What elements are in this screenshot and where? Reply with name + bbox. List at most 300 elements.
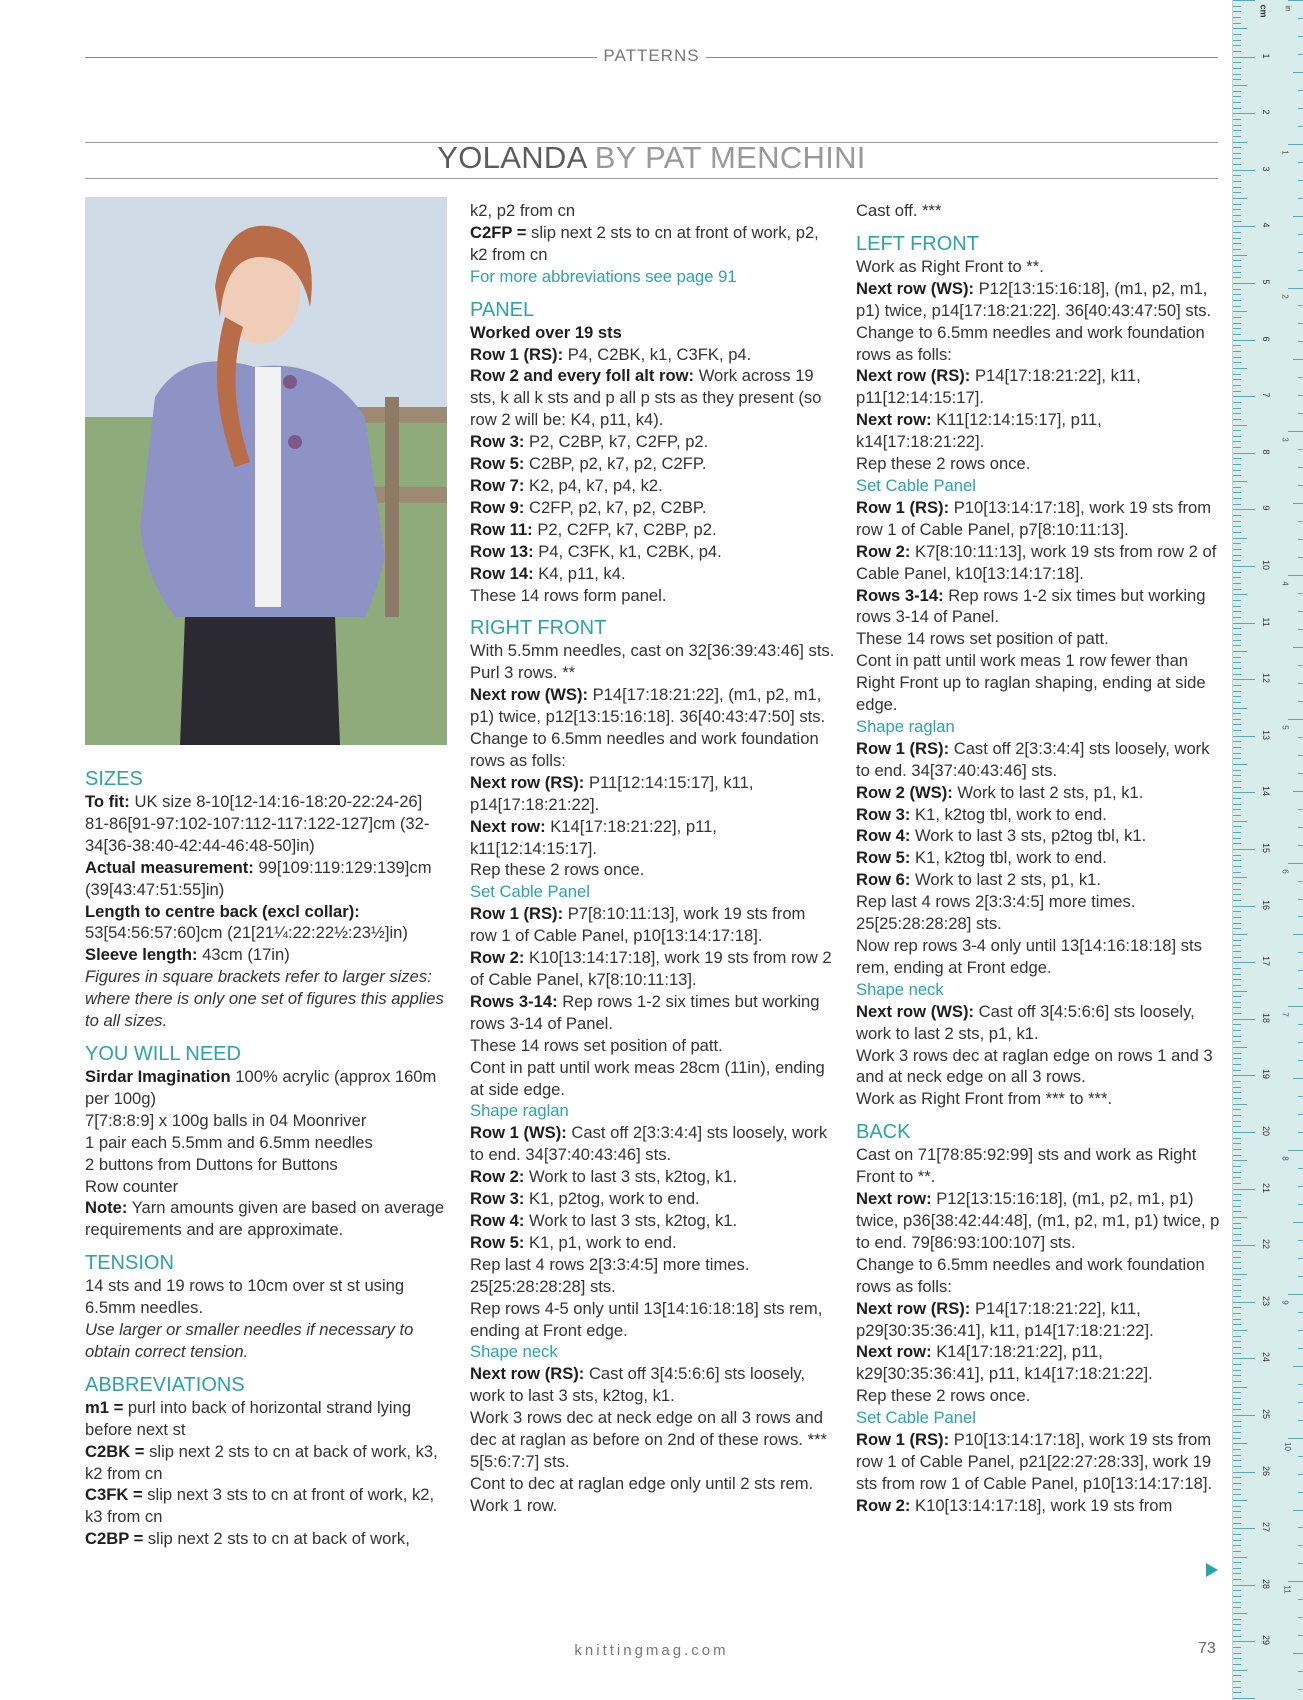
- ruler-tick: [1233, 1285, 1241, 1286]
- footer-website: knittingmag.com: [574, 1642, 729, 1659]
- ruler-tick: [1233, 855, 1241, 856]
- ruler-cm-label: 3: [1261, 166, 1271, 172]
- ruler-tick: [1233, 940, 1241, 941]
- sleeve-length: Sleeve length: 43cm (17in): [85, 945, 290, 965]
- ruler-tick: [1233, 1534, 1241, 1535]
- ruler-tick: [1233, 1681, 1241, 1682]
- ruler-inch-tick: [1298, 1258, 1303, 1259]
- ruler-tick: [1233, 1104, 1247, 1105]
- ruler-tick: [1233, 1002, 1241, 1003]
- ruler-cm-label: 28: [1261, 1578, 1271, 1589]
- ruler-inch-label: 2: [1280, 293, 1290, 299]
- rf-set-patt: These 14 rows set position of patt.: [470, 1035, 723, 1055]
- ruler-tick: [1233, 662, 1241, 663]
- ruler-tick: [1233, 685, 1241, 686]
- ruler-inch-tick: [1298, 916, 1303, 917]
- ruler-tick: [1233, 968, 1241, 969]
- ruler-tick: [1233, 317, 1241, 318]
- ruler-tick: [1233, 1070, 1241, 1071]
- lf-raglan-row: Row 4: Work to last 3 sts, p2tog tbl, k1.: [856, 826, 1147, 846]
- ruler-inch-tick: [1298, 988, 1303, 989]
- ruler-tick: [1233, 357, 1241, 358]
- lf-raglan-row: Row 2 (WS): Work to last 2 sts, p1, k1.: [856, 782, 1144, 802]
- ruler-inch-tick: [1298, 827, 1303, 828]
- ruler-tick: [1233, 362, 1241, 363]
- ruler-tick: [1233, 402, 1241, 403]
- ruler-tick: [1233, 1053, 1241, 1054]
- ruler-inch-tick: [1298, 395, 1303, 396]
- ruler-tick: [1233, 1138, 1241, 1139]
- lf-cont: Cont in patt until work meas 1 row fewer than Right Front up to raglan shaping, ending at side edge.: [856, 651, 1206, 715]
- ruler-tick: [1233, 385, 1241, 386]
- ruler-tick: [1233, 323, 1241, 324]
- ruler-tick: [1233, 549, 1241, 550]
- panel-row: Row 5: C2BP, p2, k7, p2, C2FP.: [470, 454, 707, 474]
- ruler-cm-label: 23: [1261, 1295, 1271, 1306]
- ruler-tick: [1233, 345, 1241, 346]
- ruler-tick: [1233, 1058, 1241, 1059]
- ruler-tick: [1233, 368, 1247, 369]
- ruler-tick: [1233, 74, 1241, 75]
- ruler-inch-tick: [1298, 467, 1303, 468]
- ruler-tick: [1233, 1477, 1241, 1478]
- ruler-tick: [1233, 583, 1241, 584]
- ruler-inch-tick: [1298, 323, 1303, 324]
- ruler-inch-tick: [1288, 1006, 1303, 1007]
- ruler-cm-label: 2: [1261, 109, 1271, 115]
- ruler-tick: [1233, 391, 1241, 392]
- ruler-tick: [1233, 1200, 1241, 1201]
- ruler-tick: [1233, 526, 1241, 527]
- ruler-inch-tick: [1298, 1276, 1303, 1277]
- ruler-tick: [1233, 413, 1241, 414]
- ruler-tick: [1233, 28, 1247, 29]
- ruler-tick: [1233, 1432, 1241, 1433]
- yarn-line: Sirdar Imagination 100% acrylic (approx 160m per 100g): [85, 1066, 437, 1108]
- page-number: 73: [1198, 1640, 1216, 1657]
- ruler-cm-label: 26: [1261, 1465, 1271, 1476]
- ruler-tick: [1233, 509, 1255, 510]
- ruler-tick: [1233, 102, 1241, 103]
- ruler-inch-tick: [1298, 1024, 1303, 1025]
- ruler-inch-tick: [1298, 683, 1303, 684]
- lf-rep-last: Rep last 4 rows 2[3:3:4:5] more times. 25[25:28:28:28] sts.: [856, 892, 1136, 934]
- rf-rep-4-5: Rep rows 4-5 only until 13[14:16:18:18] sts rem, ending at Front edge.: [470, 1298, 823, 1340]
- column-1: [85, 768, 450, 1550]
- ruler-tick: [1233, 470, 1241, 471]
- ruler-tick: [1233, 249, 1241, 250]
- ruler-inch-tick: [1298, 611, 1303, 612]
- ruler-tick: [1233, 1296, 1241, 1297]
- lf-neck-row: Next row (WS): Cast off 3[4:5:6:6] sts loosely, work to last 2 sts, p1, k1.: [856, 1001, 1195, 1043]
- ruler-tick: [1233, 1624, 1241, 1625]
- ruler-inch-tick: [1298, 773, 1303, 774]
- ruler-tick: [1233, 1019, 1255, 1020]
- ruler-inch-label: 6: [1280, 868, 1290, 874]
- ruler-tick: [1233, 1126, 1241, 1127]
- ruler-tick: [1233, 889, 1241, 890]
- back-next-2: Next row: K14[17:18:21:22], p11, k29[30:35:36:41], p11, k14[17:18:21:22].: [856, 1342, 1153, 1384]
- ruler-tick: [1233, 458, 1241, 459]
- ruler-tick: [1233, 1489, 1241, 1490]
- ruler-inch-tick: [1298, 809, 1303, 810]
- ruler-tick: [1233, 1092, 1241, 1093]
- need-line: 2 buttons from Duttons for Buttons: [85, 1154, 338, 1174]
- lf-raglan-row: Row 5: K1, k2tog tbl, work to end.: [856, 848, 1107, 868]
- ruler-tick: [1233, 1358, 1255, 1359]
- ruler-tick: [1233, 1540, 1241, 1541]
- ruler-inch-tick: [1298, 1060, 1303, 1061]
- lf-rep-3-4: Now rep rows 3-4 only until 13[14:16:18:18] sts rem, ending at Front edge.: [856, 936, 1202, 977]
- ruler-tick: [1233, 340, 1255, 341]
- ruler-tick: [1233, 1557, 1247, 1558]
- ruler-tick: [1233, 408, 1241, 409]
- ruler-tick: [1233, 991, 1247, 992]
- ruler-tick: [1233, 1313, 1241, 1314]
- ruler-tick: [1233, 1217, 1247, 1218]
- ruler-tick: [1233, 475, 1241, 476]
- ruler-tick: [1233, 1551, 1241, 1552]
- ruler-tick: [1233, 1421, 1241, 1422]
- ruler-inch-tick: [1288, 575, 1303, 576]
- title-rule-bottom: [85, 178, 1218, 179]
- ruler-tick: [1233, 792, 1255, 793]
- ruler-tick: [1233, 1109, 1241, 1110]
- ruler-tick: [1233, 34, 1241, 35]
- ruler-inch-tick: [1298, 952, 1303, 953]
- ruler-tick: [1233, 996, 1241, 997]
- ruler-tick: [1233, 334, 1241, 335]
- ruler-inch-tick: [1298, 701, 1303, 702]
- ruler-tick: [1233, 45, 1241, 46]
- ruler-inch-tick: [1298, 881, 1303, 882]
- lf-next-rs: Next row (RS): P14[17:18:21:22], k11, p11[12:14:15:17].: [856, 366, 1141, 408]
- more-abbreviations-link[interactable]: For more abbreviations see page 91: [470, 266, 737, 286]
- right-front-heading: RIGHT FRONT: [470, 617, 607, 640]
- ruler-tick: [1233, 487, 1241, 488]
- ruler-cm-label: 20: [1261, 1125, 1271, 1136]
- ruler-tick: [1233, 1240, 1241, 1241]
- lf-change: Change to 6.5mm needles and work foundation rows as folls:: [856, 322, 1205, 364]
- ruler-inch-tick: [1298, 970, 1303, 971]
- ruler-inch-label: 9: [1280, 1300, 1290, 1305]
- ruler-tick: [1233, 1455, 1241, 1456]
- rf-rep-last: Rep last 4 rows 2[3:3:4:5] more times. 25[25:28:28:28] sts.: [470, 1254, 750, 1296]
- ruler-tick: [1233, 1573, 1241, 1574]
- lf-work-as-rf: Work as Right Front from *** to ***.: [856, 1089, 1113, 1109]
- panel-row: Row 2 and every foll alt row: Work across 19 sts, k all k sts and p all p sts as they present (so row 2 will be: K4, p11, k4).: [470, 366, 822, 430]
- ruler-inch-tick: [1298, 1168, 1303, 1169]
- ruler-tick: [1233, 1590, 1241, 1591]
- ruler-tick: [1233, 1585, 1255, 1586]
- ruler-cm-label: 24: [1261, 1352, 1271, 1363]
- measuring-ruler: [1232, 0, 1303, 1700]
- ruler-tick: [1233, 543, 1241, 544]
- rf-intro: With 5.5mm needles, cast on 32[36:39:43:46] sts.: [470, 641, 835, 661]
- ruler-tick: [1233, 379, 1241, 380]
- ruler-tick: [1233, 1121, 1241, 1122]
- you-will-need-heading: YOU WILL NEED: [85, 1042, 241, 1065]
- to-fit: To fit: UK size 8-10[12-14:16-18:20-22:24-26] 81-86[91-97:102-107:112-117:122-127]cm (32-34[36-38:40-42:44-46:48-50]in): [85, 792, 430, 855]
- ruler-tick: [1233, 1223, 1241, 1224]
- ruler-tick: [1233, 51, 1241, 52]
- ruler-tick: [1233, 928, 1241, 929]
- ruler-unit-cm: cm: [1258, 4, 1269, 18]
- ruler-tick: [1233, 306, 1241, 307]
- ruler-tick: [1233, 1189, 1255, 1190]
- ruler-inch-label: 7: [1280, 1012, 1290, 1018]
- ruler-inch-tick: [1298, 341, 1303, 342]
- ruler-tick: [1233, 396, 1255, 397]
- sizes-note: Figures in square brackets refer to larger sizes: where there is only one set of figures this applies to all sizes.: [85, 967, 444, 1031]
- ruler-tick: [1233, 1619, 1241, 1620]
- ruler-cm-label: 16: [1261, 899, 1271, 910]
- ruler-inch-tick: [1293, 1222, 1303, 1223]
- lf-next-ws: Next row (WS): P12[13:15:16:18], (m1, p2, m1, p1) twice, p14[17:18:21:22]. 36[40:43:47:50] sts.: [856, 278, 1212, 320]
- panel-row: Row 1 (RS): P4, C2BK, k1, C3FK, p4.: [470, 344, 752, 364]
- ruler-tick: [1233, 125, 1241, 126]
- panel-heading: PANEL: [470, 298, 535, 321]
- ruler-inch-tick: [1298, 1384, 1303, 1385]
- ruler-cm-label: 18: [1261, 1012, 1271, 1023]
- rf-shape-raglan-subheading: Shape raglan: [470, 1101, 569, 1121]
- length-centre-back: Length to centre back (excl collar): 53[54:56:57:60]cm (21[21¼:22:22½:23½]in): [85, 901, 408, 943]
- ruler-tick: [1233, 1613, 1247, 1614]
- ruler-tick: [1233, 142, 1247, 143]
- tension-heading: TENSION: [85, 1252, 174, 1275]
- ruler-tick: [1233, 215, 1241, 216]
- ruler-tick: [1233, 1664, 1241, 1665]
- ruler-tick: [1233, 1013, 1241, 1014]
- ruler-inch-tick: [1288, 1581, 1303, 1582]
- panel-row: Row 11: P2, C2FP, k7, C2BP, p2.: [470, 519, 717, 539]
- rf-cont: Cont in patt until work meas 28cm (11in), ending at side edge.: [470, 1057, 825, 1099]
- ruler-tick: [1233, 826, 1241, 827]
- lf-work-3: Work 3 rows dec at raglan edge on rows 1 and 3 and at neck edge on all 3 rows.: [856, 1045, 1213, 1087]
- ruler-tick: [1233, 1336, 1241, 1337]
- ruler-tick: [1233, 158, 1241, 159]
- ruler-tick: [1233, 1528, 1255, 1529]
- need-line: Row counter: [85, 1176, 179, 1196]
- ruler-tick: [1233, 119, 1241, 120]
- ruler-inch-tick: [1288, 1438, 1303, 1439]
- ruler-tick: [1233, 798, 1241, 799]
- ruler-tick: [1233, 787, 1241, 788]
- cast-off: Cast off. ***: [856, 201, 942, 220]
- ruler-inch-tick: [1298, 539, 1303, 540]
- ruler-tick: [1233, 696, 1241, 697]
- ruler-tick: [1233, 1347, 1241, 1348]
- ruler-tick: [1233, 758, 1241, 759]
- back-rep: Rep these 2 rows once.: [856, 1386, 1031, 1406]
- ruler-inch-tick: [1293, 1078, 1303, 1079]
- ruler-tick: [1233, 985, 1241, 986]
- ruler-tick: [1233, 815, 1241, 816]
- ruler-tick: [1233, 866, 1241, 867]
- ruler-inch-tick: [1298, 1096, 1303, 1097]
- ruler-tick: [1233, 1341, 1241, 1342]
- ruler-tick: [1233, 719, 1241, 720]
- panel-row: Row 14: K4, p11, k4.: [470, 563, 626, 583]
- ruler-tick: [1233, 1472, 1255, 1473]
- ruler-tick: [1233, 204, 1241, 205]
- ruler-inch-tick: [1298, 593, 1303, 594]
- ruler-inch-label: 4: [1280, 581, 1290, 586]
- ruler-tick: [1233, 1132, 1255, 1133]
- ruler-tick: [1233, 255, 1247, 256]
- ruler-tick: [1233, 374, 1241, 375]
- lf-rows-3-14: Rows 3-14: Rep rows 1-2 six times but working rows 3-14 of Panel.: [856, 585, 1206, 627]
- ruler-tick: [1233, 515, 1241, 516]
- ruler-tick: [1233, 809, 1241, 810]
- ruler-tick: [1233, 238, 1241, 239]
- ruler-tick: [1233, 617, 1241, 618]
- ruler-cm-label: 12: [1261, 673, 1271, 684]
- ruler-inch-tick: [1298, 1599, 1303, 1600]
- back-cast-on: Cast on 71[78:85:92:99] sts and work as Right Front to **.: [856, 1145, 1197, 1187]
- ruler-tick: [1233, 1675, 1241, 1676]
- ruler-inch-tick: [1288, 144, 1303, 145]
- ruler-tick: [1233, 741, 1241, 742]
- ruler-tick: [1233, 1579, 1241, 1580]
- ruler-tick: [1233, 1404, 1241, 1405]
- ruler-inch-tick: [1298, 449, 1303, 450]
- ruler-inch-tick: [1298, 1456, 1303, 1457]
- ruler-inch-tick: [1298, 234, 1303, 235]
- ruler-inch-tick: [1298, 1402, 1303, 1403]
- lf-raglan-row: Row 3: K1, k2tog tbl, work to end.: [856, 804, 1107, 824]
- c2fp-abbreviation: C2FP = slip next 2 sts to cn at front of work, p2, k2 from cn: [470, 222, 819, 264]
- ruler-tick: [1233, 1307, 1241, 1308]
- abbreviation-item: C2BP = slip next 2 sts to cn at back of work,: [85, 1529, 410, 1549]
- ruler-tick: [1233, 1687, 1241, 1688]
- ruler-tick: [1233, 1155, 1241, 1156]
- back-next: Next row: P12[13:15:16:18], (m1, p2, m1, p1) twice, p36[38:42:44:48], (m1, p2, m1, p1) twice, p to end. 79[86:93:100:107] sts.: [856, 1189, 1220, 1252]
- ruler-tick: [1233, 1047, 1247, 1048]
- ruler-tick: [1233, 917, 1241, 918]
- rf-shape-neck-subheading: Shape neck: [470, 1342, 558, 1362]
- ruler-tick: [1233, 1166, 1241, 1167]
- ruler-tick: [1233, 594, 1247, 595]
- ruler-tick: [1233, 108, 1241, 109]
- ruler-inch-tick: [1298, 36, 1303, 37]
- ruler-tick: [1233, 560, 1241, 561]
- column-3: [856, 200, 1221, 1517]
- ruler-tick: [1233, 1081, 1241, 1082]
- ruler-tick: [1233, 498, 1241, 499]
- ruler-tick: [1233, 634, 1241, 635]
- ruler-tick: [1233, 1409, 1241, 1410]
- ruler-tick: [1233, 623, 1255, 624]
- abbreviations-heading: ABBREVIATIONS: [85, 1373, 245, 1396]
- ruler-inch-tick: [1298, 1348, 1303, 1349]
- ruler-unit-in: in: [1283, 5, 1293, 12]
- ruler-tick: [1233, 40, 1241, 41]
- ruler-tick: [1233, 68, 1241, 69]
- ruler-inch-tick: [1298, 845, 1303, 846]
- ruler-inch-tick: [1293, 503, 1303, 504]
- ruler-tick: [1233, 17, 1241, 18]
- ruler-inch-tick: [1298, 1330, 1303, 1331]
- ruler-cm-label: 22: [1261, 1239, 1271, 1250]
- ruler-tick: [1233, 6, 1241, 7]
- ruler-tick: [1233, 1245, 1255, 1246]
- ruler-inch-tick: [1298, 270, 1303, 271]
- ruler-cm-label: 11: [1261, 616, 1271, 627]
- ruler-tick: [1233, 453, 1255, 454]
- ruler-cm-label: 9: [1261, 505, 1271, 511]
- ruler-tick: [1233, 668, 1241, 669]
- ruler-tick: [1233, 11, 1241, 12]
- lf-set-patt: These 14 rows set position of patt.: [856, 629, 1109, 649]
- ruler-tick: [1233, 1211, 1241, 1212]
- ruler-tick: [1233, 906, 1255, 907]
- model-photo: [85, 197, 447, 745]
- ruler-tick: [1233, 481, 1247, 482]
- ruler-tick: [1233, 521, 1241, 522]
- ruler-tick: [1233, 260, 1241, 261]
- ruler-inch-tick: [1298, 629, 1303, 630]
- ruler-inch-tick: [1298, 1545, 1303, 1546]
- ruler-tick: [1233, 600, 1241, 601]
- ruler-cm-label: 7: [1261, 392, 1271, 398]
- ruler-tick: [1233, 651, 1247, 652]
- back-row2: Row 2: K10[13:14:17:18], work 19 sts from: [856, 1495, 1173, 1515]
- ruler-inch-tick: [1298, 377, 1303, 378]
- panel-row: Row 7: K2, p4, k7, p4, k2.: [470, 475, 663, 495]
- ruler-tick: [1233, 1438, 1241, 1439]
- ruler-inch-tick: [1298, 899, 1303, 900]
- page-title: [0, 140, 1303, 176]
- ruler-tick: [1233, 1698, 1255, 1699]
- ruler-tick: [1233, 1194, 1241, 1195]
- ruler-tick: [1233, 232, 1241, 233]
- ruler-tick: [1233, 130, 1241, 131]
- rf-work-1: Work 1 row.: [470, 1495, 558, 1515]
- rf-change: Change to 6.5mm needles and work foundation rows as folls:: [470, 729, 819, 770]
- need-line: 1 pair each 5.5mm and 6.5mm needles: [85, 1132, 373, 1152]
- ruler-tick: [1233, 57, 1255, 58]
- ruler-tick: [1233, 1392, 1241, 1393]
- ruler-tick: [1233, 1234, 1241, 1235]
- ruler-inch-tick: [1298, 90, 1303, 91]
- ruler-tick: [1233, 679, 1255, 680]
- abbreviation-item: m1 = purl into back of horizontal strand lying before next st: [85, 1397, 412, 1439]
- rf-row2: Row 2: K10[13:14:17:18], work 19 sts from row 2 of Cable Panel, k7[8:10:11:13].: [470, 948, 832, 989]
- ruler-tick: [1233, 1500, 1247, 1501]
- ruler-tick: [1233, 85, 1247, 86]
- ruler-tick: [1233, 1251, 1241, 1252]
- ruler-inch-tick: [1288, 1150, 1303, 1151]
- ruler-tick: [1233, 1670, 1247, 1671]
- ruler-inch-tick: [1298, 1689, 1303, 1690]
- ruler-tick: [1233, 170, 1255, 171]
- ruler-inch-tick: [1298, 1186, 1303, 1187]
- ruler-tick: [1233, 175, 1241, 176]
- ruler-tick: [1233, 877, 1247, 878]
- ruler-tick: [1233, 1228, 1241, 1229]
- ruler-tick: [1233, 832, 1241, 833]
- panel-row: Row 3: P2, C2BP, k7, C2FP, p2.: [470, 432, 709, 452]
- section-label: PATTERNS: [0, 46, 1303, 66]
- ruler-tick: [1233, 1302, 1255, 1303]
- ruler-tick: [1233, 860, 1241, 861]
- ruler-tick: [1233, 1319, 1241, 1320]
- ruler-tick: [1233, 1449, 1241, 1450]
- ruler-inch-tick: [1298, 1240, 1303, 1241]
- ruler-tick: [1233, 209, 1241, 210]
- ruler-inch-tick: [1298, 1474, 1303, 1475]
